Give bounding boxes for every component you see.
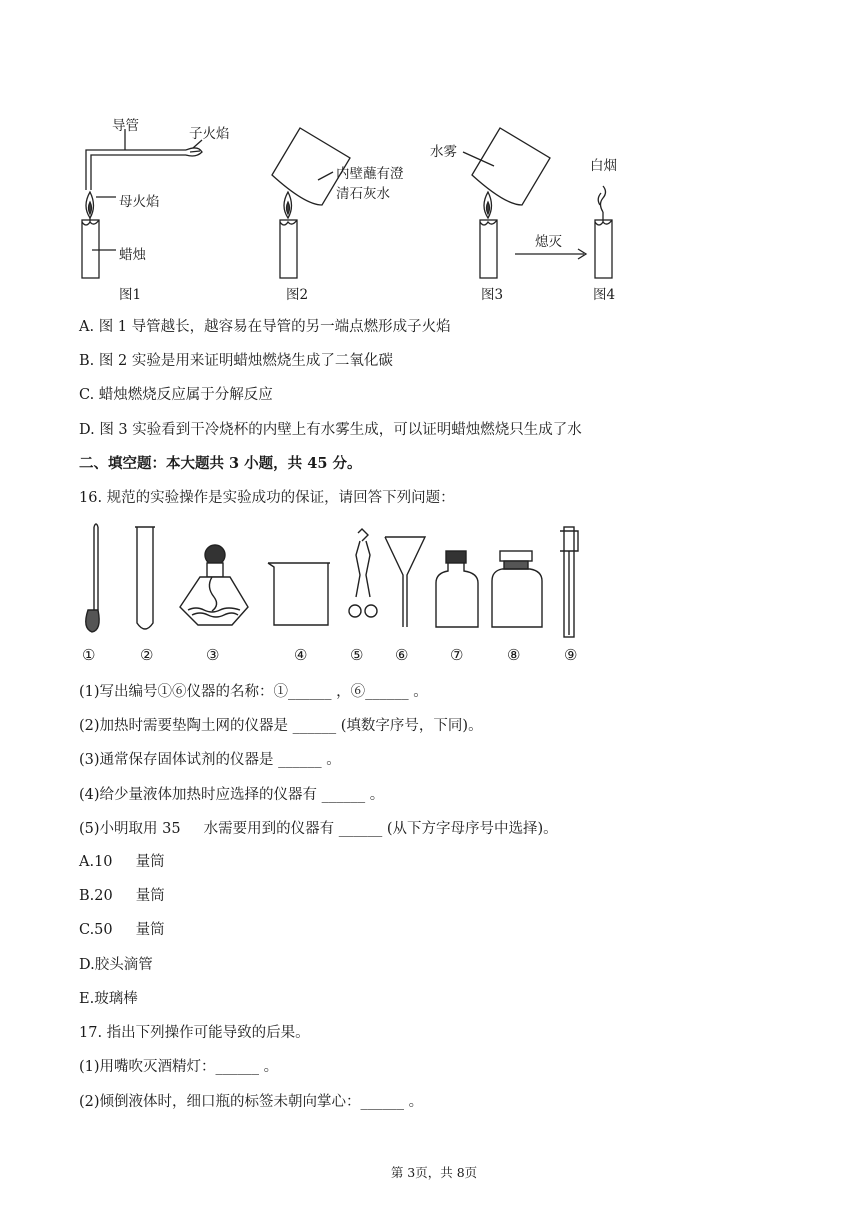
crucible-tongs-drawing	[349, 529, 377, 617]
instrument-number-7: ⑦	[450, 646, 464, 664]
fig4-caption: 图4	[593, 287, 616, 303]
wide-mouth-bottle-drawing	[492, 551, 542, 627]
instrument-number-9: ⑨	[564, 646, 578, 664]
instrument-number-3: ③	[206, 646, 220, 664]
fig1-caption: 图1	[119, 287, 142, 303]
extinguish-label: 熄灭	[535, 234, 562, 250]
medicine-spoon-drawing	[86, 524, 99, 632]
test-tube-holder-drawing	[560, 527, 578, 637]
fig3-drawing	[463, 128, 586, 278]
instrument-number-6: ⑥	[395, 646, 409, 664]
instrument-number-2: ②	[140, 646, 154, 664]
q17-sub-1: (1)用嘴吹灭酒精灯：______ 。	[79, 1059, 279, 1075]
instruments-figure	[0, 515, 868, 675]
instruments-drawing	[0, 515, 868, 675]
instrument-number-4: ④	[294, 646, 308, 664]
fig3-caption: 图3	[481, 287, 504, 303]
child-flame-label: 子火焰	[189, 126, 230, 142]
candle-experiment-figure	[0, 0, 868, 310]
section-heading: 二、填空题：本大题共 3 小题，共 45 分。	[79, 455, 362, 472]
q16-sub-5: (5)小明取用 35 水需要用到的仪器有 ______ (从下方字母序号中选择)。	[79, 821, 558, 837]
option-b: B. 图 2 实验是用来证明蜡烛燃烧生成了二氧化碳	[79, 353, 393, 369]
narrow-mouth-bottle-drawing	[436, 551, 478, 627]
q16-choice-c: C.50 量筒	[79, 922, 165, 938]
alcohol-lamp-drawing	[180, 545, 248, 625]
q16-stem: 16. 规范的实验操作是实验成功的保证，请回答下列问题：	[79, 490, 455, 506]
white-smoke-label: 白烟	[590, 158, 617, 174]
beaker-drawing	[268, 563, 330, 625]
q16-sub-2: (2)加热时需要垫陶土网的仪器是 ______ (填数字序号，下同)。	[79, 718, 483, 734]
q16-sub-1: (1)写出编号①⑥仪器的名称：①______ ，⑥______ 。	[79, 684, 428, 700]
page-footer: 第 3页，共 8页	[390, 1165, 478, 1180]
water-mist-label: 水雾	[430, 144, 457, 160]
option-d: D. 图 3 实验看到干冷烧杯的内壁上有水雾生成，可以证明蜡烛燃烧只生成了水	[79, 422, 582, 438]
fig4-drawing	[595, 186, 612, 278]
q16-sub-3: (3)通常保存固体试剂的仪器是 ______ 。	[79, 752, 341, 768]
mother-flame-label: 母火焰	[119, 194, 160, 210]
q16-choice-b: B.20 量筒	[79, 888, 165, 904]
fig2-caption: 图2	[286, 287, 309, 303]
q16-choice-a: A.10 量筒	[79, 854, 165, 870]
option-a: A. 图 1 导管越长，越容易在导管的另一端点燃形成子火焰	[79, 319, 451, 335]
instrument-number-1: ①	[82, 646, 96, 664]
q17-sub-2: (2)倾倒液体时，细口瓶的标签未朝向掌心：______ 。	[79, 1094, 424, 1110]
option-c: C. 蜡烛燃烧反应属于分解反应	[79, 387, 273, 403]
q16-choice-d: D.胶头滴管	[79, 957, 153, 973]
limewater-label: 内壁蘸有澄 清石灰水	[336, 166, 404, 202]
q16-sub-4: (4)给少量液体加热时应选择的仪器有 ______ 。	[79, 787, 385, 803]
q16-choice-e: E.玻璃棒	[79, 991, 138, 1007]
candle-label: 蜡烛	[119, 247, 146, 263]
instrument-number-5: ⑤	[350, 646, 364, 664]
test-tube-drawing	[135, 527, 155, 629]
instrument-number-8: ⑧	[507, 646, 521, 664]
q17-stem: 17. 指出下列操作可能导致的后果。	[79, 1025, 310, 1041]
tube-label: 导管	[112, 118, 139, 134]
funnel-drawing	[385, 537, 425, 627]
